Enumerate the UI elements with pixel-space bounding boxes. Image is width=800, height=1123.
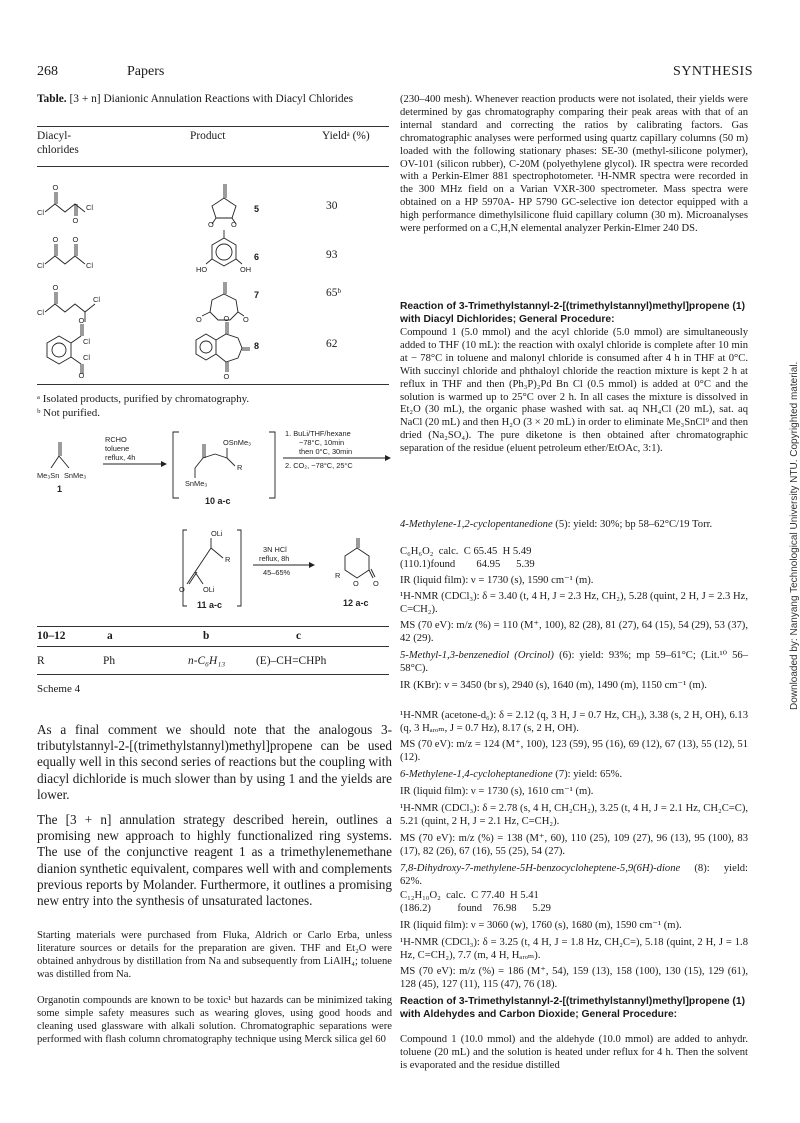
arrow-2 — [283, 429, 391, 470]
yield-6: 93 — [326, 249, 338, 261]
compound-7-props: (7): yield: 65%. — [552, 769, 623, 780]
compound-6-name: 5-Methyl-1,3-benzenediol (Orcinol) — [400, 650, 554, 661]
key-top-rule — [37, 626, 389, 627]
paragraph-instrumentation: (230–400 mesh). Whenever reaction products were not isolated, their yields were determined by gas chromatography comparing their peak areas with that of an internal standard and correcting the ratios by calibrating factors. Gas chromatographic analyses were performed using quartz capillary columns (50 m) loaded with the following stationary phases: SE-30 (methyl-silicone polymer), OV-101 (silicon rubber), C-20M (polyethylene glycol). IR spectra were recorded with a Perkin-Elmer 881 spectrophotometer. ¹H-NMR spectra were recorded in the 300 MHz field on a Varian VXR-300 spectrometer. Mass spectra were obtained on a HP 5970A- HP 5790 GC-selective ion detector equipped with a high performance dimethylsilicone fluid capillary column (30 m). Microanalyses were performed on a C,H,N elemental analyzer Perkin-Elmer 240 DS. — [400, 94, 748, 235]
scheme-int2-r: R — [225, 555, 231, 564]
compound-5-name: 4-Methylene-1,2-cyclopentanedione — [400, 519, 553, 530]
scheme-prod-o: O — [353, 579, 359, 588]
compound-7-name: 6-Methylene-1,4-cycloheptanedione — [400, 769, 553, 780]
paragraph-diacyl-procedure: Compound 1 (5.0 mmol) and the acyl chloride (5.0 mmol) are simultaneously added to THF (10 mL): the reaction with oxalyl chloride is complete after 10 min at − 78°C in toluene and malonyl chloride is consumed after 4 h in THF at 0°C. With succinyl chloride and phthaloyl chloride the reaction mixture is kept 2 h at reflux in THF and then (Ph₃P)₂Pd Bn Cl (0.5 mmol) is added at 0°C and the solution is warmed up to 25°C over 2 h. In all cases the mixture is dissolved in Et₂O (30 mL), the organic phase washed with sat. aq NH₄Cl (20 mL), sat. aq NaCl (20 mL) and then H₂O (3 × 20 mL) in order to eliminate Me₃SnCl⁹ and then dried (Na₂SO₄). The pure diketone is then obtained after chromatographic separation of the residue (eluent petroleum ether/EtOAc, 3:1). — [400, 327, 748, 455]
table-header-yield: Yieldᵃ (%) — [322, 130, 370, 142]
key-bottom-rule — [37, 674, 389, 675]
svg-text:O: O — [243, 315, 249, 324]
reagent-malonyl-chloride — [37, 234, 107, 278]
svg-text:O: O — [223, 372, 230, 381]
key-value-b: n-C₆H₁₃ — [188, 655, 226, 667]
table-caption — [37, 93, 392, 107]
scheme-sm-number: 1 — [57, 484, 63, 494]
table-top-rule — [37, 126, 389, 127]
yield-7: 65ᵇ — [326, 287, 341, 299]
table-caption-text: [3 + n] Dianionic Annulation Reactions with Diacyl Chlorides — [66, 93, 354, 105]
reagent-1-line-2: toluene — [105, 444, 130, 453]
reagent-2-line-1: 1. BuLi/THF/hexane — [285, 429, 351, 438]
compound-8-analysis-1: C₁₂H₁₀O₂ calc. C 77.40 H 5.41 — [400, 890, 539, 901]
journal-name: SYNTHESIS — [673, 64, 753, 79]
scheme-int2-oli2: OLi — [203, 585, 215, 594]
yield-8: 62 — [326, 338, 338, 350]
download-watermark-text: Downloaded by: Nanyang Technological University NTU. Copyrighted material. — [789, 361, 800, 710]
reagent-succinyl-chloride — [37, 180, 107, 224]
scheme-int2-number: 11 a-c — [197, 600, 223, 610]
key-value-r: R — [37, 655, 45, 667]
compound-5-ms: MS (70 eV): m/z (%) = 110 (M⁺, 100), 82 (28), 81 (27), 64 (15), 54 (29), 53 (37), 42 (29). — [400, 620, 748, 644]
reagent-1-line-3: reflux, 4h — [105, 453, 136, 462]
compound-6-nmr: ¹H-NMR (acetone-d₆): δ = 2.12 (q, 3 H, J = 0.7 Hz, CH₃), 3.38 (s, 2 H, OH), 6.13 (q, 3 Hₐᵣₒₘ, J = 0.7 Hz), 8.17 (s, 2 H, OH). — [400, 710, 748, 734]
scheme-prod-number: 12 a-c — [343, 598, 369, 608]
download-watermark — [778, 210, 800, 710]
scheme-int1-otms: OSnMe₃ — [223, 438, 252, 447]
paragraph-materials: Starting materials were purchased from Fluka, Aldrich or Carlo Erba, unless literature sources or details for the preparation are given. THF and Et₂O were obtained anhydrous by distillation from Na and subsequently from LiAlH₄; toluene was distilled from Na. — [37, 930, 392, 980]
table-bottom-rule — [37, 384, 389, 385]
compound-8-props: (8): yield: 62%. — [400, 863, 748, 887]
svg-text:O: O — [223, 314, 230, 323]
key-header-a: a — [107, 630, 113, 642]
scheme-int1-sn: SnMe₃ — [185, 479, 208, 488]
svg-text:Cl: Cl — [37, 308, 44, 317]
scheme-sm-left-label: Me₃Sn — [37, 471, 60, 480]
reagent-2-line-3: then 0°C, 30min — [299, 447, 353, 456]
compound-5-props: (5): yield: 30%; bp 58–62°C/19 Torr. — [552, 519, 713, 530]
table-footnote-b: ᵇ Not purified. — [37, 407, 100, 419]
svg-text:Cl: Cl — [86, 203, 93, 212]
compound-7-ir: IR (liquid film): ν = 1730 (s), 1610 cm⁻¹ (m). — [400, 786, 594, 797]
reagent-phthaloyl-chloride — [37, 318, 109, 378]
svg-text:O: O — [231, 220, 237, 229]
table-footnote-a: ᵃ Isolated products, purified by chromatography. — [37, 393, 250, 405]
svg-text:O: O — [196, 315, 202, 324]
heading-aldehyde-procedure: Reaction of 3-Trimethylstannyl-2-[(trimethylstannyl)methyl]propene (1) with Aldehydes and Carbon Dioxide; General Procedure: — [400, 996, 745, 1020]
svg-text:O: O — [72, 216, 79, 225]
reagent-1-line-1: RCHO — [105, 435, 127, 444]
table-header-reagent: Diacyl- chlorides — [37, 130, 79, 156]
intermediate-10 — [173, 432, 275, 506]
compound-7-ms: MS (70 eV): m/z (%) = 138 (M⁺, 60), 110 (25), 109 (27), 96 (13), 95 (100), 83 (17), 82 (26), 67 (16), 55 (25), 54 (27). — [400, 833, 748, 857]
arrow-3 — [253, 545, 315, 577]
table-header-rule — [37, 166, 389, 167]
compound-8-nmr: ¹H-NMR (CDCl₃): δ = 3.25 (t, 4 H, J = 1.8 Hz, CH₂C=), 5.18 (quint, 2 H, J = 1.8 Hz, C=CH₂), 7.7 (m, 4 H, Hₐᵣₒₘ). — [400, 937, 748, 961]
section-title: Papers — [127, 64, 165, 79]
reagent-2-line-2: −78°C, 10min — [299, 438, 345, 447]
page-number: 268 — [37, 64, 58, 79]
svg-text:O: O — [52, 235, 59, 244]
scheme-int2-o: O — [179, 585, 185, 594]
scheme-label: Scheme 4 — [37, 683, 81, 695]
table-caption-bold: Table. — [37, 93, 67, 105]
compound-6-ir: IR (KBr): ν = 3450 (br s), 2940 (s), 1640 (m), 1490 (m), 1150 cm⁻¹ (m). — [400, 680, 707, 691]
arrow-1 — [103, 435, 167, 467]
compound-5-analysis-1: C₆H₆O₂ calc. C 65.45 H 5.49 — [400, 546, 532, 557]
product-6-structure — [194, 228, 256, 278]
compound-5-analysis-2: (110.1)found 64.95 5.39 — [400, 559, 535, 570]
reagent-3-line-1: 3N HCl — [263, 545, 287, 554]
key-header-c: c — [296, 630, 302, 642]
intermediate-11 — [179, 529, 241, 610]
svg-text:HO: HO — [196, 265, 208, 274]
svg-text:Cl: Cl — [83, 353, 90, 362]
compound-8-ir: IR (liquid film): ν = 3060 (w), 1760 (s), 1680 (m), 1590 cm⁻¹ (m). — [400, 920, 682, 931]
svg-text:Cl: Cl — [86, 261, 93, 270]
reagent-2-line-4: 2. CO₂, −78°C, 25°C — [285, 461, 353, 470]
scheme-int1-r: R — [237, 463, 243, 472]
compound-6-ms: MS (70 eV): m/z = 124 (M⁺, 100), 123 (59), 95 (16), 69 (12), 67 (13), 55 (12), 51 (12). — [400, 739, 748, 763]
starting-material-1 — [37, 442, 86, 494]
product-12 — [335, 538, 379, 608]
yield-5: 30 — [326, 200, 338, 212]
paragraph-strategy: The [3 + n] annulation strategy described herein, outlines a promising new approach to highly functionalized ring systems. The use of the conjunctive reagent 1 as a trimethylenemethane dianion synthetic equivalent, compares well with and complements previous reports by Molander. Furthermore, it outlines a promising new entry into the synthesis of unsaturated lactones. — [37, 812, 392, 909]
scheme-int1-number: 10 a-c — [205, 496, 231, 506]
compound-5-nmr: ¹H-NMR (CDCl₃): δ = 3.40 (t, 4 H, J = 2.3 Hz, CH₂), 5.28 (quint, 2 H, J = 2.3 Hz, C=CH₂). — [400, 591, 748, 615]
reagent-3-line-3: 45–65% — [263, 568, 291, 577]
svg-text:Cl: Cl — [93, 295, 100, 304]
svg-text:O: O — [72, 235, 79, 244]
compound-6-props: (6): yield: 93%; mp 59–61°C; (Lit.¹⁰ 56–58°C). — [400, 650, 748, 674]
compound-5-entry — [400, 519, 748, 532]
reagent-3-line-2: reflux, 8h — [259, 554, 290, 563]
svg-text:O: O — [78, 316, 85, 325]
compound-5-ir: IR (liquid film): ν = 1730 (s), 1590 cm⁻¹ (m). — [400, 575, 594, 586]
compound-8-ms: MS (70 eV): m/z (%) = 186 (M⁺, 54), 159 (13), 158 (100), 130 (15), 129 (61), 128 (45), 127 (11), 115 (47), 76 (18). — [400, 966, 748, 990]
product-5-structure — [196, 178, 252, 229]
svg-text:O: O — [52, 283, 59, 292]
scheme-sm-right-label: SnMe₃ — [64, 471, 87, 480]
key-value-a: Ph — [103, 655, 116, 667]
svg-text:O: O — [208, 220, 214, 229]
product-8-structure — [192, 316, 258, 380]
paragraph-final-comment: As a final comment we should note that the analogous 3-tributylstannyl-2-[(trimethylstannyl)methyl]propene can be used equally well in this second series of reactions but the coupling with diacyl dichloride is much slower than by using 1 and the yields are lower. — [37, 722, 392, 802]
svg-text:OH: OH — [240, 265, 252, 274]
svg-text:O: O — [52, 183, 59, 192]
svg-text:Cl: Cl — [37, 208, 44, 217]
compound-5-label: 5 — [254, 204, 260, 214]
svg-text:O: O — [78, 371, 85, 380]
key-header-range: 10–12 — [37, 630, 66, 642]
heading-diacyl-procedure: Reaction of 3-Trimethylstannyl-2-[(trimethylstannyl)methyl]propene (1) with Diacyl Dichlorides; General Procedure: — [400, 301, 745, 325]
key-value-c: (E)–CH=CHPh — [256, 655, 327, 667]
scheme-prod-r: R — [335, 571, 341, 580]
paragraph-organotin: Organotin compounds are known to be toxic¹ but hazards can be minimized taking some simple safety measures such as wearing gloves, using good hoods and cleaning used glassware with alkali solution. Chromatographic separations were performed with flash column chromatography technique using Merck silica gel 60 — [37, 995, 392, 1045]
paragraph-aldehyde-procedure: Compound 1 (10.0 mmol) and the aldehyde (10.0 mmol) are added to anhydr. toluene (20 mL) and the solution is heated under reflux for 4 h. Then the solvent is evaporated and the residue distilled — [400, 1034, 748, 1071]
compound-8-label: 8 — [254, 341, 260, 351]
table-header-product: Product — [190, 130, 226, 142]
compound-8-analysis-2: (186.2) found 76.98 5.29 — [400, 903, 551, 914]
key-header-b: b — [203, 630, 210, 642]
svg-text:Cl: Cl — [83, 337, 90, 346]
scheme-int2-oli: OLi — [211, 529, 223, 538]
scheme-4-drawing — [37, 428, 392, 618]
compound-7-nmr: ¹H-NMR (CDCl₃): δ = 2.78 (s, 4 H, CH₂CH₂), 3.25 (t, 4 H, J = 2.1 Hz, CH₂C=C), 5.21 (quint, 2 H, J = 2.1 Hz, C=CH₂). — [400, 803, 748, 827]
compound-7-label: 7 — [254, 290, 260, 300]
compound-6-label: 6 — [254, 252, 260, 262]
compound-8-name: 7,8-Dihydroxy-7-methylene-5H-benzocycloheptene-5,9(6H)-dione — [400, 863, 681, 874]
key-mid-rule — [37, 646, 389, 647]
svg-text:Cl: Cl — [37, 261, 44, 270]
scheme-prod-o2: O — [373, 579, 379, 588]
